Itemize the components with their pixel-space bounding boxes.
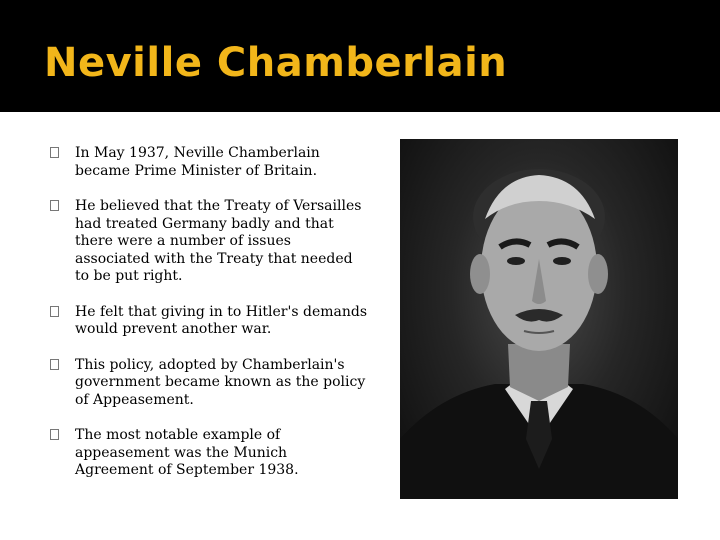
bullet-text: He felt that giving in to Hitler's demands would prevent another war. — [75, 303, 368, 337]
bullet-item — [50, 304, 370, 339]
slide-title: Neville Chamberlain — [44, 40, 508, 86]
bullet-item — [50, 198, 370, 286]
bullet-text: This policy, adopted by Chamberlain's government became known as the policy of Appeasement. — [75, 356, 366, 408]
title-bar — [0, 0, 720, 112]
box-bullet-icon — [50, 429, 59, 440]
portrait-photo — [400, 139, 678, 499]
bullet-list — [50, 145, 370, 498]
bullet-text: He believed that the Treaty of Versailles had treated Germany badly and that there were a number of issues associated with the Treaty that needed to be put right. — [75, 198, 362, 284]
box-bullet-icon — [50, 306, 59, 317]
bullet-text: The most notable example of appeasement was the Munich Agreement of September 1938. — [75, 427, 299, 478]
bullet-text: In May 1937, Neville Chamberlain became Prime Minister of Britain. — [75, 145, 320, 179]
bullet-item — [50, 427, 370, 480]
box-bullet-icon — [50, 359, 59, 370]
bullet-item — [50, 357, 370, 410]
bullet-item — [50, 145, 370, 180]
portrait-silhouette — [400, 139, 678, 499]
box-bullet-icon — [50, 147, 59, 158]
box-bullet-icon — [50, 200, 59, 211]
